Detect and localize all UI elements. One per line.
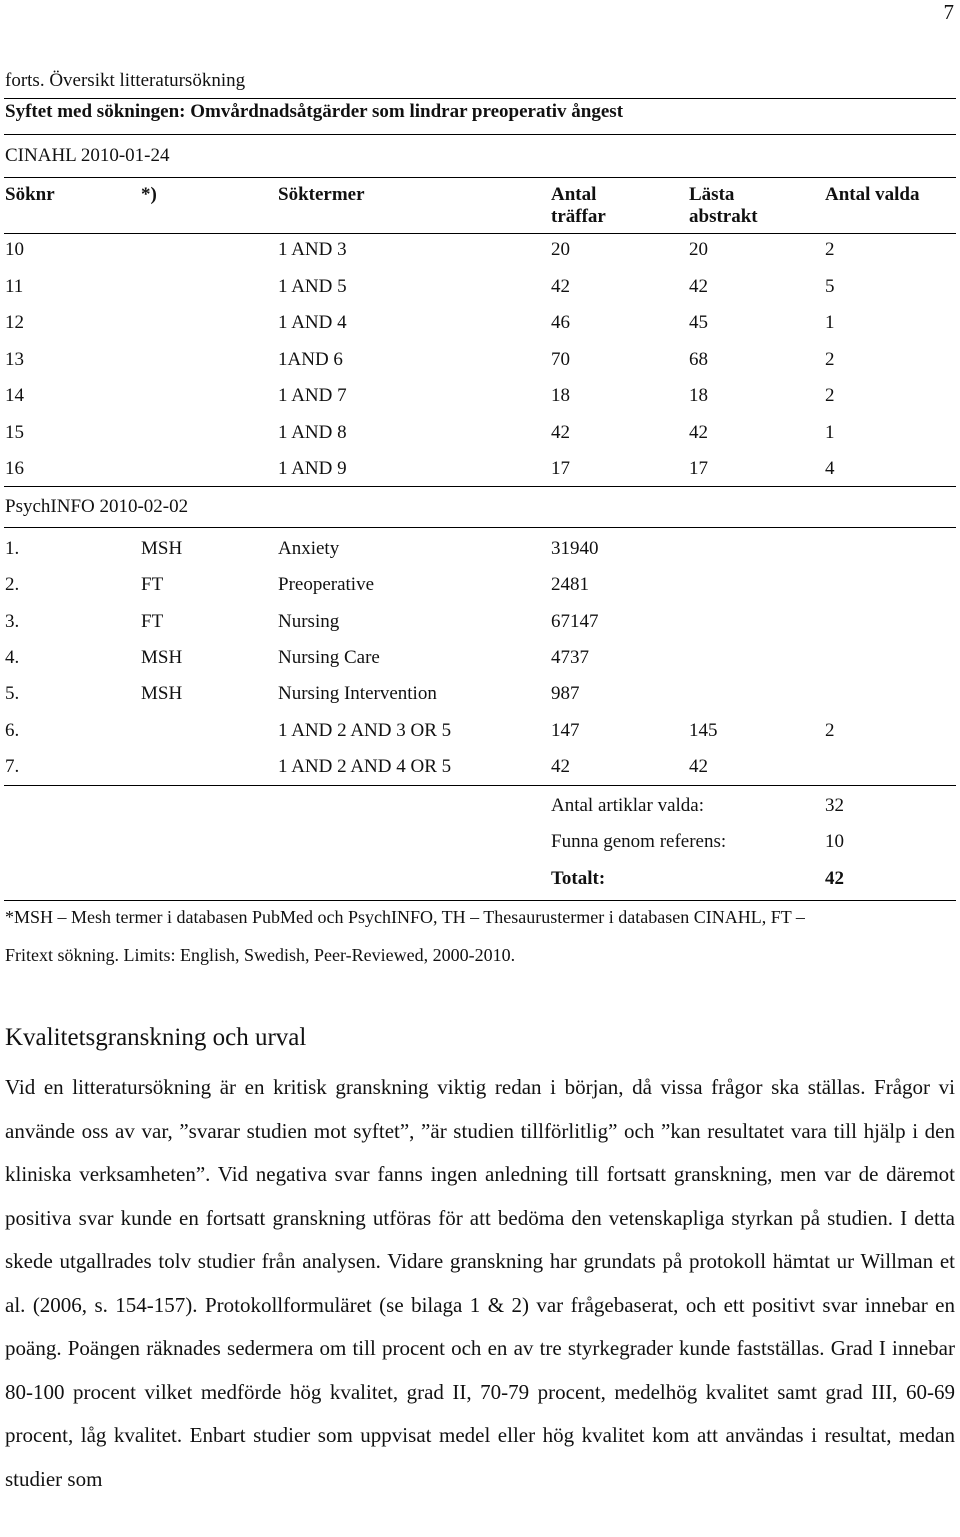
summary-articles-value: 32	[825, 795, 844, 816]
cell-nr: 6.	[5, 719, 20, 741]
header-chosen: Antal valda	[825, 184, 920, 205]
cell-hits: 20	[551, 239, 570, 260]
cell-nr: 5.	[5, 683, 20, 705]
cell-nr: 10	[5, 239, 24, 260]
cell-nr: 16	[5, 458, 24, 479]
divider	[4, 233, 956, 234]
footnote-line-1: *MSH – Mesh termer i databasen PubMed och PsychINFO, TH – Thesaurustermer i databasen CINAHL, FT –	[5, 907, 805, 927]
cell-hits: 67147	[551, 610, 599, 632]
cell-terms: 1 AND 2 AND 4 OR 5	[278, 755, 452, 777]
divider	[4, 134, 956, 135]
cell-nr: 11	[5, 275, 24, 297]
cell-nr: 7.	[5, 755, 20, 777]
cell-chosen: 5	[825, 275, 835, 297]
cell-hits: 46	[551, 312, 570, 333]
cell-hits: 70	[551, 348, 570, 370]
cell-type: MSH	[141, 646, 183, 668]
page-number: 7	[943, 0, 954, 24]
cell-terms: 1 AND 5	[278, 275, 347, 297]
cell-chosen: 1	[825, 421, 835, 443]
cell-read: 18	[689, 385, 708, 406]
cell-hits: 4737	[551, 646, 589, 668]
cell-hits: 147	[551, 719, 580, 741]
cell-hits: 42	[551, 755, 570, 777]
summary-total-value: 42	[825, 868, 844, 889]
cell-terms: Nursing	[278, 610, 340, 632]
divider	[4, 527, 956, 528]
cell-read: 42	[689, 755, 708, 777]
cell-read: 20	[689, 239, 708, 260]
divider	[4, 486, 956, 487]
cell-nr: 15	[5, 421, 24, 443]
cell-chosen: 2	[825, 719, 835, 741]
cell-terms: Preoperative	[278, 574, 375, 596]
cell-hits: 987	[551, 683, 580, 705]
cell-type: MSH	[141, 538, 183, 559]
divider	[4, 785, 956, 786]
cell-nr: 13	[5, 348, 24, 370]
search-aim: Syftet med sökningen: Omvårdnadsåtgärder som lindrar preoperativ ångest	[5, 101, 624, 122]
cell-nr: 2.	[5, 574, 20, 596]
table-title: forts. Översikt litteratursökning	[5, 70, 246, 91]
cell-chosen: 2	[825, 239, 835, 260]
footnote-line-2: Fritext sökning. Limits: English, Swedish, Peer-Reviewed, 2000-2010.	[5, 945, 516, 965]
summary-total-label: Totalt:	[551, 868, 606, 889]
cell-read: 42	[689, 421, 708, 443]
cell-hits: 18	[551, 385, 570, 406]
database-label-cinahl: CINAHL 2010-01-24	[5, 145, 170, 166]
cell-hits: 17	[551, 458, 570, 479]
cell-read: 45	[689, 312, 708, 333]
header-soknr: Söknr	[5, 184, 55, 205]
cell-chosen: 2	[825, 385, 835, 406]
cell-read: 145	[689, 719, 718, 741]
cell-type: FT	[141, 610, 164, 632]
header-hits	[551, 184, 606, 228]
header-type: *)	[141, 184, 157, 205]
cell-nr: 3.	[5, 610, 20, 632]
cell-nr: 4.	[5, 646, 20, 668]
section-heading: Kvalitetsgranskning och urval	[5, 1024, 307, 1051]
cell-terms: 1 AND 2 AND 3 OR 5	[278, 719, 452, 741]
cell-chosen: 1	[825, 312, 835, 333]
summary-reference-value: 10	[825, 831, 844, 852]
summary-reference-label: Funna genom referens:	[551, 831, 727, 852]
cell-read: 42	[689, 275, 708, 297]
cell-type: FT	[141, 574, 164, 596]
cell-hits: 42	[551, 275, 570, 297]
cell-read: 68	[689, 348, 708, 370]
divider	[4, 177, 956, 178]
cell-terms: 1 AND 9	[278, 458, 347, 479]
cell-terms: 1 AND 7	[278, 385, 347, 406]
cell-terms: Nursing Care	[278, 646, 380, 668]
divider	[4, 98, 956, 99]
cell-nr: 12	[5, 312, 24, 333]
header-read-line2: abstrakt	[689, 206, 758, 227]
cell-chosen: 2	[825, 348, 835, 370]
header-read-line1: Lästa	[689, 184, 735, 205]
database-label-psychinfo: PsychINFO 2010-02-02	[5, 496, 189, 517]
divider	[4, 900, 956, 901]
cell-nr: 14	[5, 385, 24, 406]
header-hits-line2: träffar	[551, 206, 606, 227]
cell-terms: Anxiety	[278, 538, 340, 559]
cell-hits: 42	[551, 421, 570, 443]
header-hits-line1: Antal	[551, 184, 597, 205]
summary-articles-label: Antal artiklar valda:	[551, 795, 704, 816]
cell-read: 17	[689, 458, 708, 479]
header-terms: Söktermer	[278, 184, 365, 205]
cell-hits: 2481	[551, 574, 589, 596]
cell-type: MSH	[141, 683, 183, 705]
cell-nr: 1.	[5, 538, 20, 559]
cell-chosen: 4	[825, 458, 835, 479]
section-paragraph: Vid en litteratursökning är en kritisk granskning viktig redan i början, då vissa frågor ska ställas. Frågor vi använde oss av var, ”svarar studien mot syftet”, ”är studien tillförlitlig” och ”kan resultatet vara till hjälp i den kliniska verksamheten”. Vid negativa svar fanns ingen anledning till fortsatt granskning, men var de däremot positiva svar kunde en fortsatt granskning utföras för att bedöma den vetenskapliga styrkan på studien. I detta skede utgallrades tolv studier från analysen. Vidare granskning har grundats på protokoll hämtat ur Willman et al. (2006, s. 154-157). Protokollformuläret (se bilaga 1 & 2) var frågebaserat, och ett positivt svar innebar en poäng. Poängen räknades sedermera om till procent och en av tre styrkegrader kunde fastställas. Grad I innebar 80-100 procent vilket medförde hög kvalitet, grad II, 70-79 procent, medelhög kvalitet samt grad III, 60-69 procent, låg kvalitet. Enbart studier som uppvisat medel eller hög kvalitet kom att användas i resultat, medan studier som	[5, 1075, 955, 1491]
cell-terms: Nursing Intervention	[278, 683, 437, 705]
cell-terms: 1 AND 3	[278, 239, 347, 260]
cell-terms: 1 AND 4	[278, 312, 347, 333]
header-read	[689, 184, 758, 228]
cell-terms: 1AND 6	[278, 348, 343, 370]
cell-hits: 31940	[551, 538, 599, 559]
cell-terms: 1 AND 8	[278, 421, 347, 443]
